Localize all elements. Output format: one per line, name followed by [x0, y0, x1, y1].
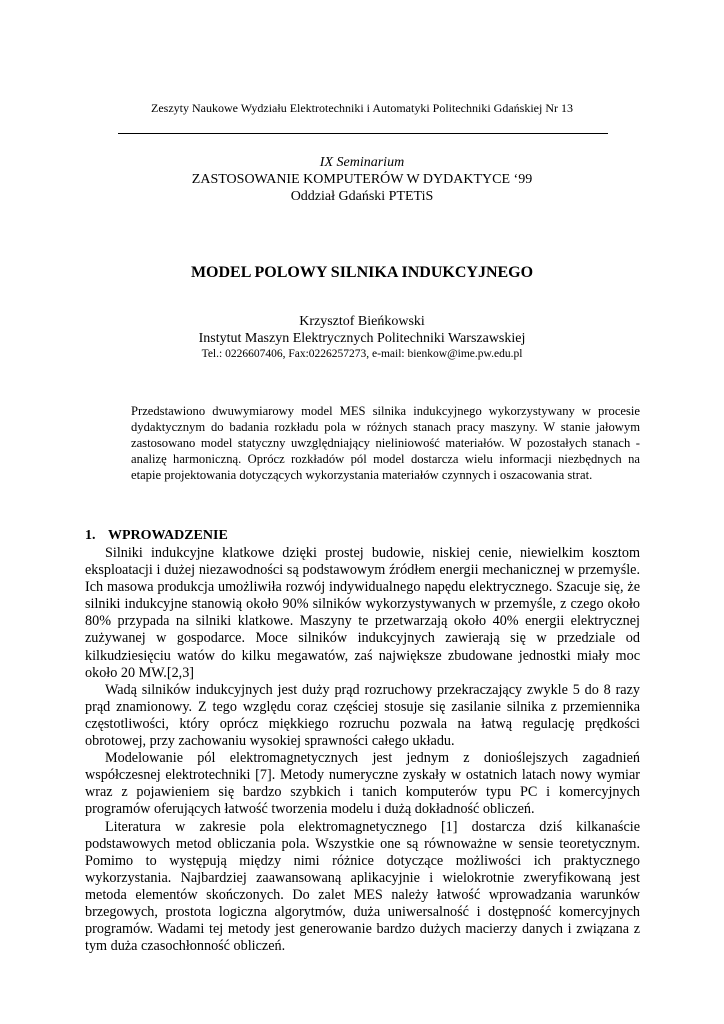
section-body: [85, 545, 640, 955]
author-affiliation: Instytut Maszyn Elektrycznych Politechniki Warszawskiej: [198, 331, 526, 346]
body-paragraph: Wadą silników indukcyjnych jest duży prąd rozruchowy przekraczający zwykle 5 do 8 razy prąd znamionowy. Z tego względu coraz częściej stosuje się zasilanie silnika z przemiennika częstotliwości, który oprócz miękkiego rozruchu pozwala na łatwą regulację prędkości obrotowej, przy zachowaniu wysokiej sprawności całego układu.: [85, 681, 640, 750]
section-heading: [85, 527, 228, 544]
seminar-block: [0, 154, 724, 205]
section-title: WPROWADZENIE: [108, 528, 228, 543]
author-name: Krzysztof Bieńkowski: [299, 314, 425, 329]
body-paragraph: Silniki indukcyjne klatkowe dzięki prostej budowie, niskiej cenie, niewielkim kosztom eksploatacji i dużej niezawodności są podstawowym źródłem energii mechanicznej w przemyśle. Ich masowa produkcja umożliwiła rozwój indywidualnego napędu elektrycznego. Szacuje się, że silniki indukcyjne stanowią około 90% silników wykorzystywanych w przemyśle, z czego około 80% przypada na silniki klatkowe. Maszyny te przetwarzają około 40% energii elektrycznej zużywanej w gospodarce. Moce silników indukcyjnych zawierają się w przedziale od kilkudziesięciu watów do kilku megawatów, zaś największe zbudowane jednostki miały moc około 20 MW.[2,3]: [85, 545, 640, 681]
paper-title: MODEL POLOWY SILNIKA INDUKCYJNEGO: [190, 264, 534, 281]
body-paragraph: Literatura w zakresie pola elektromagnetycznego [1] dostarcza dziś kilkanaście podstawowych metod obliczania pola. Wszystkie one są równoważne w sensie teoretycznym. Pomimo to występują między nimi różnice dotyczące możliwości ich praktycznego wykorzystania. Najbardziej zaawansowaną aplikacyjnie i wielokrotnie zweryfikowaną jest metoda elementów skończonych. Do zalet MES należy łatwość wprowadzania warunków brzegowych, prostota logiczna algorytmów, duża uniwersalność i dostępność komercyjnych programów. Wadami tej metody jest generowanie bardzo dużych macierzy danych i związana z tym duża czasochłonność obliczeń.: [85, 818, 640, 955]
seminar-number: IX Seminarium: [319, 155, 405, 170]
section-number: 1.: [85, 528, 96, 543]
abstract: Przedstawiono dwuwymiarowy model MES silnika indukcyjnego wykorzystywany w procesie dydaktycznym do badania rozkładu pola w różnych stanach pracy maszyny. W stanie jałowym zastosowano model statyczny uwzględniający nieliniowość materiałów. W pozostałych stanach - analizę harmoniczną. Oprócz rozkładów pól model dostarcza wielu informacji niezbędnych na etapie projektowania dotyczących wykorzystania materiałów czynnych i oszacowania strat.: [131, 404, 640, 483]
body-paragraph: Modelowanie pól elektromagnetycznych jest jednym z donioślejszych zagadnień współczesnej elektrotechniki [7]. Metody numeryczne zyskały w ostatnich latach nowy wymiar wraz z pojawieniem się bardzo szybkich i tanich komputerów typu PC i komercyjnych programów oferujących łatwość tworzenia modelu i dużą dokładność obliczeń.: [85, 750, 640, 818]
header-rule: [118, 133, 608, 134]
seminar-organizer: Oddział Gdański PTETiS: [290, 189, 434, 204]
journal-header: Zeszyty Naukowe Wydziału Elektrotechniki i Automatyki Politechniki Gdańskiej Nr 13: [151, 101, 573, 115]
author-contact: Tel.: 0226607406, Fax:0226257273, e-mail: bienkow@ime.pw.edu.pl: [201, 348, 523, 360]
author-block: [0, 313, 724, 362]
seminar-name: ZASTOSOWANIE KOMPUTERÓW W DYDAKTYCE ‘99: [191, 172, 533, 187]
